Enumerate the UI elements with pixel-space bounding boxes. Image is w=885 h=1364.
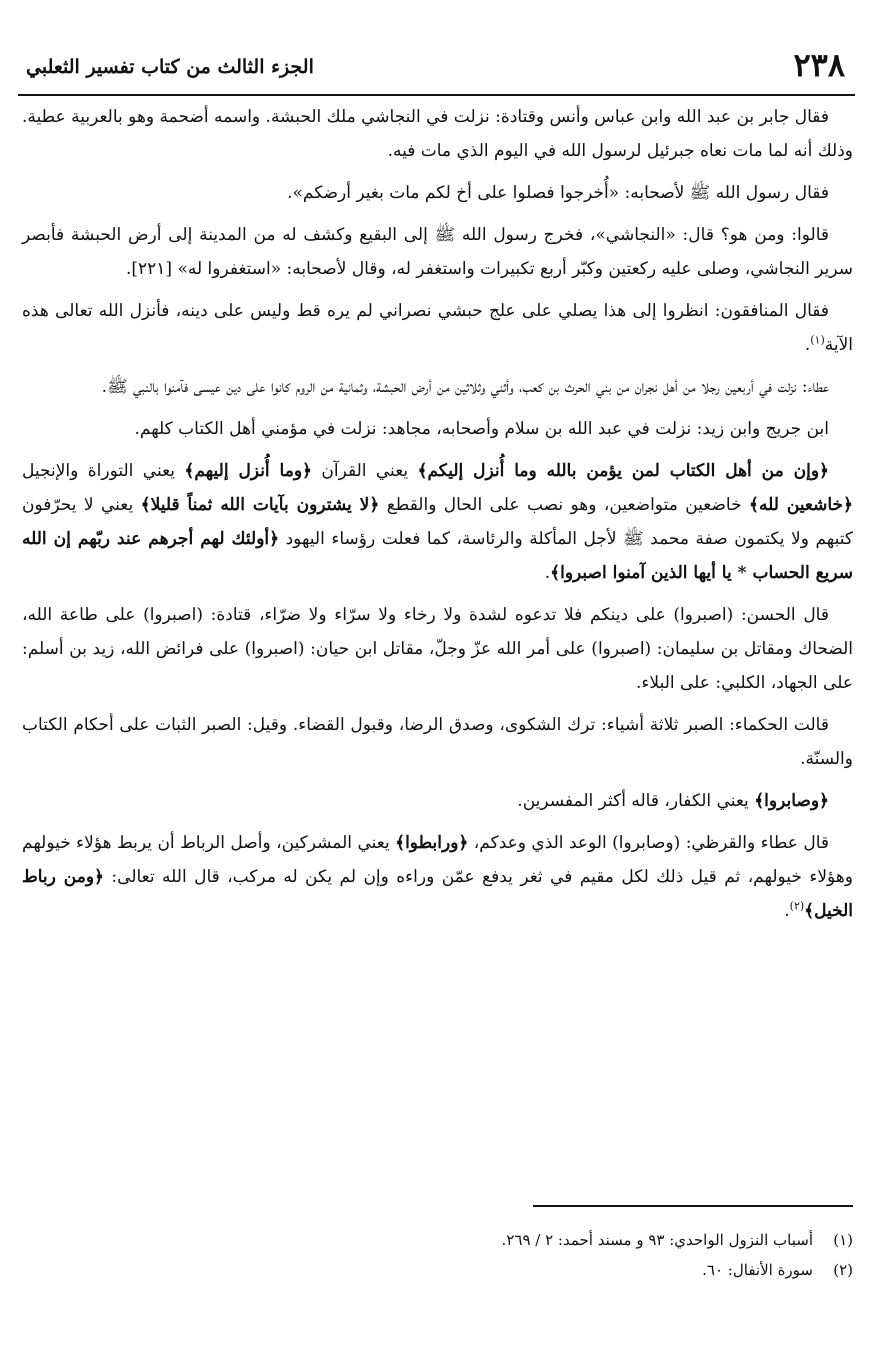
footnote-text: سورة الأنفال: ٦٠.: [702, 1261, 813, 1279]
paragraph: فقال جابر بن عبد الله وابن عباس وأنس وقتادة: نزلت في النجاشي ملك الحبشة. واسمه أضحمة وهو بالعربية عطية. وذلك أنه لما مات نعاه جبرئيل لرسول الله في اليوم الذي مات فيه.: [21, 107, 853, 161]
footnote: [22, 1255, 853, 1285]
running-title: الجزء الثالث من كتاب تفسير الثعلبي: [26, 56, 314, 78]
quran-verse: ﴿وما أُنزل إليهم﴾: [184, 461, 313, 481]
paragraph: قال الحسن: (اصبروا) على دينكم فلا تدعوه لشدة ولا رخاء ولا سرّاء ولا ضرّاء، قتادة: (اصبروا) على طاعة الله، الضحاك ومقاتل بن سليمان: (اصبروا) على أمر الله عزّ وجلّ، مقاتل ابن حيان: (اصبروا) على فرائض الله، زيد بن أسلم: على الجهاد، الكلبي: على البلاء.: [22, 605, 853, 693]
paragraph: قالوا: ومن هو؟ قال: «النجاشي»، فخرج رسول الله ﷺ إلى البقيع وكشف له من المدينة إلى أرض الحبشة فأبصر سرير النجاشي، وصلى عليه ركعتين وكبّر أربع تكبيرات واستغفر له، وقال لأصحابه: «استغفروا له» [٢٢١].: [22, 225, 853, 279]
paragraph: ابن جريج وابن زيد: نزلت في عبد الله بن سلام وأصحابه، مجاهد: نزلت في مؤمني أهل الكتاب كلهم.: [134, 419, 829, 439]
footnote-number: (٢): [833, 1261, 853, 1279]
verse-paragraph: ﴿وصابروا﴾ يعني الكفار، قاله أكثر المفسرين.: [517, 791, 829, 811]
quran-verse: ﴿أولئك لهم أجرهم عند ربّهم إن الله سريع الحساب * يا أيها الذين آمنوا اصبروا﴾: [22, 529, 853, 583]
verse-paragraph: قال عطاء والقرظي: (وصابروا) الوعد الذي وعدكم، ﴿ورابطوا﴾ يعني المشركين، وأصل الرباط أن يربط هؤلاء خيولهم وهؤلاء خيولهم، ثم قيل ذلك لكل مقيم في ثغر يدفع عمّن وراءه وإن لم يكن له مركب، قال الله تعالى: ﴿ومن رباط الخيل﴾$^{(٢)}$.: [22, 833, 853, 921]
paragraph: فقال رسول الله ﷺ لأصحابه: «أُخرجوا فصلوا على أخ لكم مات بغير أرضكم».: [287, 183, 829, 203]
quran-verse: ﴿وإن من أهل الكتاب لمن يؤمن بالله وما أُنزل إليكم﴾: [417, 461, 830, 481]
footnotes: [22, 1205, 853, 1285]
body-text: [22, 100, 853, 936]
footnote-number: (١): [833, 1231, 853, 1249]
verse-paragraph: ﴿وإن من أهل الكتاب لمن يؤمن بالله وما أُنزل إليكم﴾ يعني القرآن ﴿وما أُنزل إليهم﴾ يعني التوراة والإنجيل ﴿خاشعين لله﴾ خاضعين متواضعين، وهو نصب على الحال والقطع ﴿لا يشترون بآيات الله ثمناً قليلا﴾ يعني لا يحرّفون كتبهم ولا يكتمون صفة محمد ﷺ لأجل المأكلة والرئاسة، كما فعلت رؤساء اليهود ﴿أولئك لهم أجرهم عند ربّهم إن الله سريع الحساب * يا أيها الذين آمنوا اصبروا﴾.: [22, 461, 853, 583]
paragraph: عطاء: نزلت في أربعين رجلا من أهل نجران من بني الحرث بن كعب، وأثني وثلاثين من أرض الحبشة، وثمانية من الروم كانوا على دين عيسى فآمنوا بالنبي ﷺ.: [101, 377, 829, 397]
footnote-ref: (٢): [789, 899, 805, 913]
page-number: ٢٣٨: [793, 46, 845, 84]
paragraph: قالت الحكماء: الصبر ثلاثة أشياء: ترك الشكوى، وصدق الرضا، وقبول القضاء. وقيل: الصبر الثبات على أحكام الكتاب والسنّة.: [22, 715, 853, 769]
footnote: [22, 1225, 853, 1255]
paragraph: فقال المنافقون: انظروا إلى هذا يصلي على علج حبشي نصراني لم يره قط وليس على دينه، فأنزل الله تعالى هذه الآية$^{(١)}$.: [22, 301, 853, 355]
quran-verse: ﴿خاشعين لله﴾: [749, 495, 853, 515]
quran-verse: ﴿ومن رباط الخيل﴾: [22, 867, 853, 921]
page-header: [18, 46, 855, 96]
footnote-divider: [533, 1205, 853, 1207]
footnote-text: أسباب النزول الواحدي: ٩٣ و مسند أحمد: ٢ / ٢٦٩.: [501, 1231, 813, 1249]
quran-verse: ﴿لا يشترون بآيات الله ثمناً قليلا﴾: [140, 495, 380, 515]
quran-verse: ﴿ورابطوا﴾: [395, 833, 469, 853]
quran-verse: ﴿وصابروا﴾: [754, 791, 829, 811]
footnote-ref: (١): [810, 333, 825, 347]
